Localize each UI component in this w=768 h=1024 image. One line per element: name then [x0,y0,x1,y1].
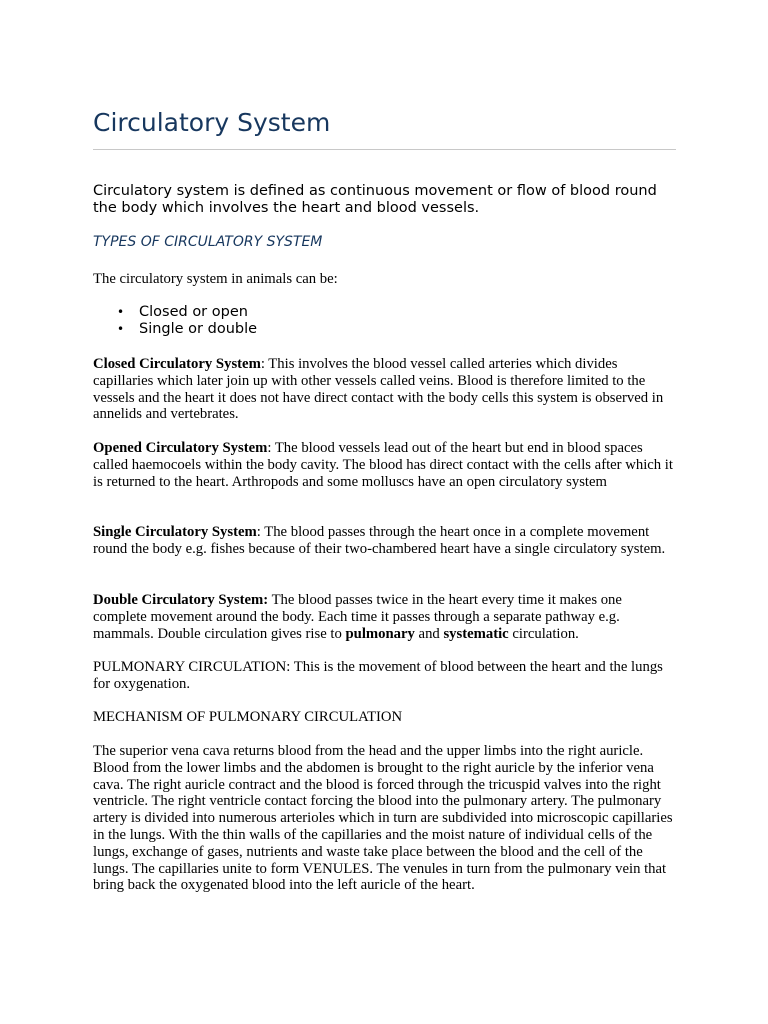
list-item [93,304,257,321]
types-lead: The circulatory system in animals can be: [93,271,338,287]
bullet-icon: • [117,322,125,336]
opened-system-term: Opened Circulatory System [93,440,268,456]
title-divider [93,149,676,150]
single-system-term: Single Circulatory System [93,524,257,540]
single-system-paragraph [93,524,676,558]
page-title: Circulatory System [93,108,331,137]
pulmonary-term: pulmonary [345,625,415,642]
double-system-end: circulation. [508,625,579,642]
list-item-text: Closed or open [139,304,248,320]
mechanism-paragraph: The superior vena cava returns blood from the head and the upper limbs into the right auricle. Blood from the lower limbs and the abdomen is brought to the right auricle by the inferior vena cava. The right auricle contract and the blood is forced through the tricuspid valves into the right ventricle. The right ventricle contact forcing the blood into the pulmonary artery. The pulmonary artery is divided into numerous arterioles which in turn are subdivided into microscopic capillaries in the lungs. With the thin walls of the capillaries and the moist nature of individual cells of the lungs, exchange of gases, nutrients and waste take place between the blood and the cell of the lungs. The capillaries unite to form VENULES. The venules in turn from the pulmonary vein that bring back the oxygenated blood into the left auricle of the heart. [93,743,673,894]
types-list [93,304,257,338]
pulmonary-paragraph: PULMONARY CIRCULATION: This is the movement of blood between the heart and the lungs for oxygenation. [93,659,663,692]
closed-system-text: : This involves the blood vessel called arteries which divides capillaries which later join up with other vessels called veins. Blood is therefore limited to the vessels and the heart it does not have direct contact with the body cells this system is observed in annelids and vertebrates. [93,356,664,423]
list-item-text: Single or double [139,321,258,337]
double-system-paragraph [93,592,676,642]
mechanism-heading: MECHANISM OF PULMONARY CIRCULATION [93,709,403,725]
bullet-icon: • [117,305,125,319]
closed-system-paragraph [93,356,676,423]
closed-system-term: Closed Circulatory System [93,356,261,372]
double-system-term: Double Circulatory System: [93,592,269,608]
types-heading: TYPES OF CIRCULATORY SYSTEM [93,234,323,250]
single-system-text: : The blood passes through the heart once in a complete movement round the body e.g. fishes because of their two-chambered heart have a single circulatory system. [93,524,666,557]
double-system-text: The blood passes twice in the heart every time it makes one complete movement around the body. Each time it passes through a separate pathway e.g. mammals. Double circulation gives rise to [93,592,622,642]
double-system-mid: and [414,625,444,642]
opened-system-text: : The blood vessels lead out of the heart but end in blood spaces called haemocoels within the body cavity. The blood has direct contact with the cells after which it is returned to the heart. Arthropods and some molluscs have an open circulatory system [93,440,673,490]
opened-system-paragraph [93,440,676,490]
systematic-term: systematic [443,625,509,642]
intro-paragraph: Circulatory system is defined as continuous movement or flow of blood round the body which involves the heart and blood vessels. [93,183,657,216]
list-item [93,321,257,338]
